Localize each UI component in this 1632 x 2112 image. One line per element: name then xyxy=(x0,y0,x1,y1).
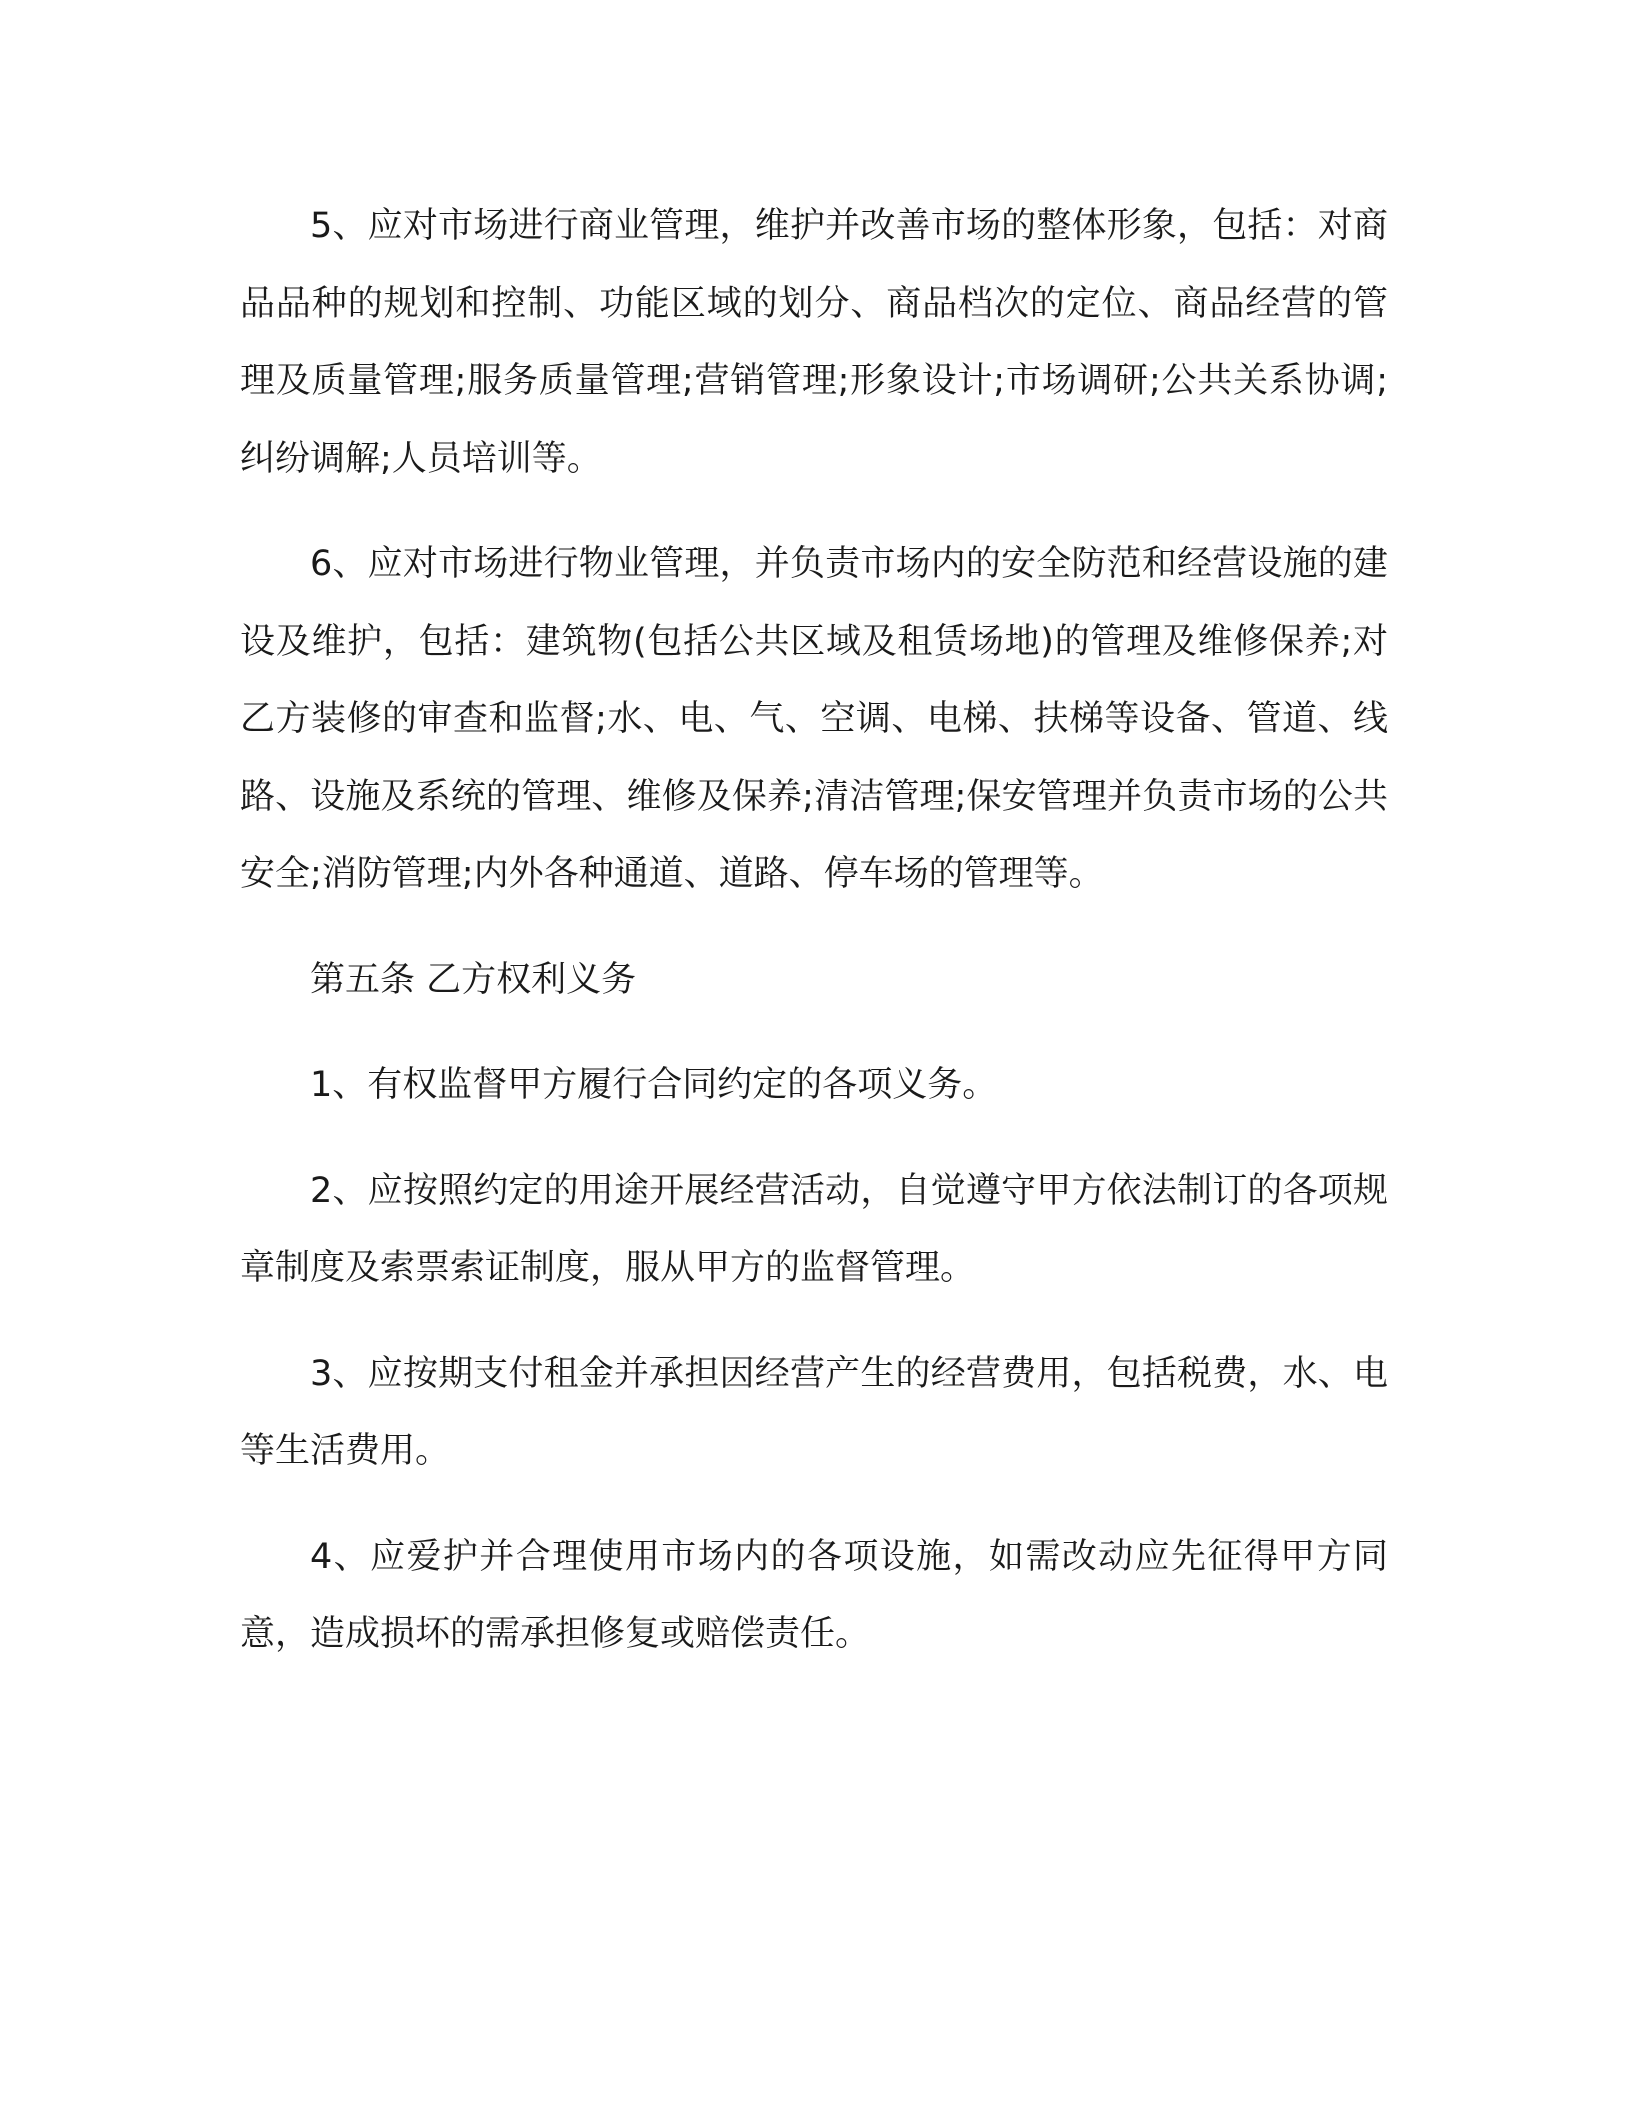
paragraph-item-5: 5、应对市场进行商业管理，维护并改善市场的整体形象，包括：对商品品种的规划和控制、功能区域的划分、商品档次的定位、商品经营的管理及质量管理;服务质量管理;营销管理;形象设计;市场调研;公共关系协调;纠纷调解;人员培训等。 xyxy=(240,206,1388,479)
paragraph-b-item-4: 4、应爱护并合理使用市场内的各项设施，如需改动应先征得甲方同意，造成损坏的需承担修复或赔偿责任。 xyxy=(240,1536,1388,1654)
paragraph-b-item-3: 3、应按期支付租金并承担因经营产生的经营费用，包括税费，水、电等生活费用。 xyxy=(240,1353,1388,1471)
paragraph-b-item-2: 2、应按照约定的用途开展经营活动，自觉遵守甲方依法制订的各项规章制度及索票索证制度，服从甲方的监督管理。 xyxy=(240,1170,1388,1288)
article-heading: 第五条 乙方权利义务 xyxy=(310,959,637,1000)
paragraph-b-item-1: 1、有权监督甲方履行合同约定的各项义务。 xyxy=(310,1065,998,1105)
document-body xyxy=(240,188,1388,1674)
paragraph-item-6: 6、应对市场进行物业管理，并负责市场内的安全防范和经营设施的建设及维护，包括：建筑物(包括公共区域及租赁场地)的管理及维修保养;对乙方装修的审查和监督;水、电、气、空调、电梯、扶梯等设备、管道、线路、设施及系统的管理、维修及保养;清洁管理;保安管理并负责市场的公共安全;消防管理;内外各种通道、道路、停车场的管理等。 xyxy=(240,544,1388,894)
